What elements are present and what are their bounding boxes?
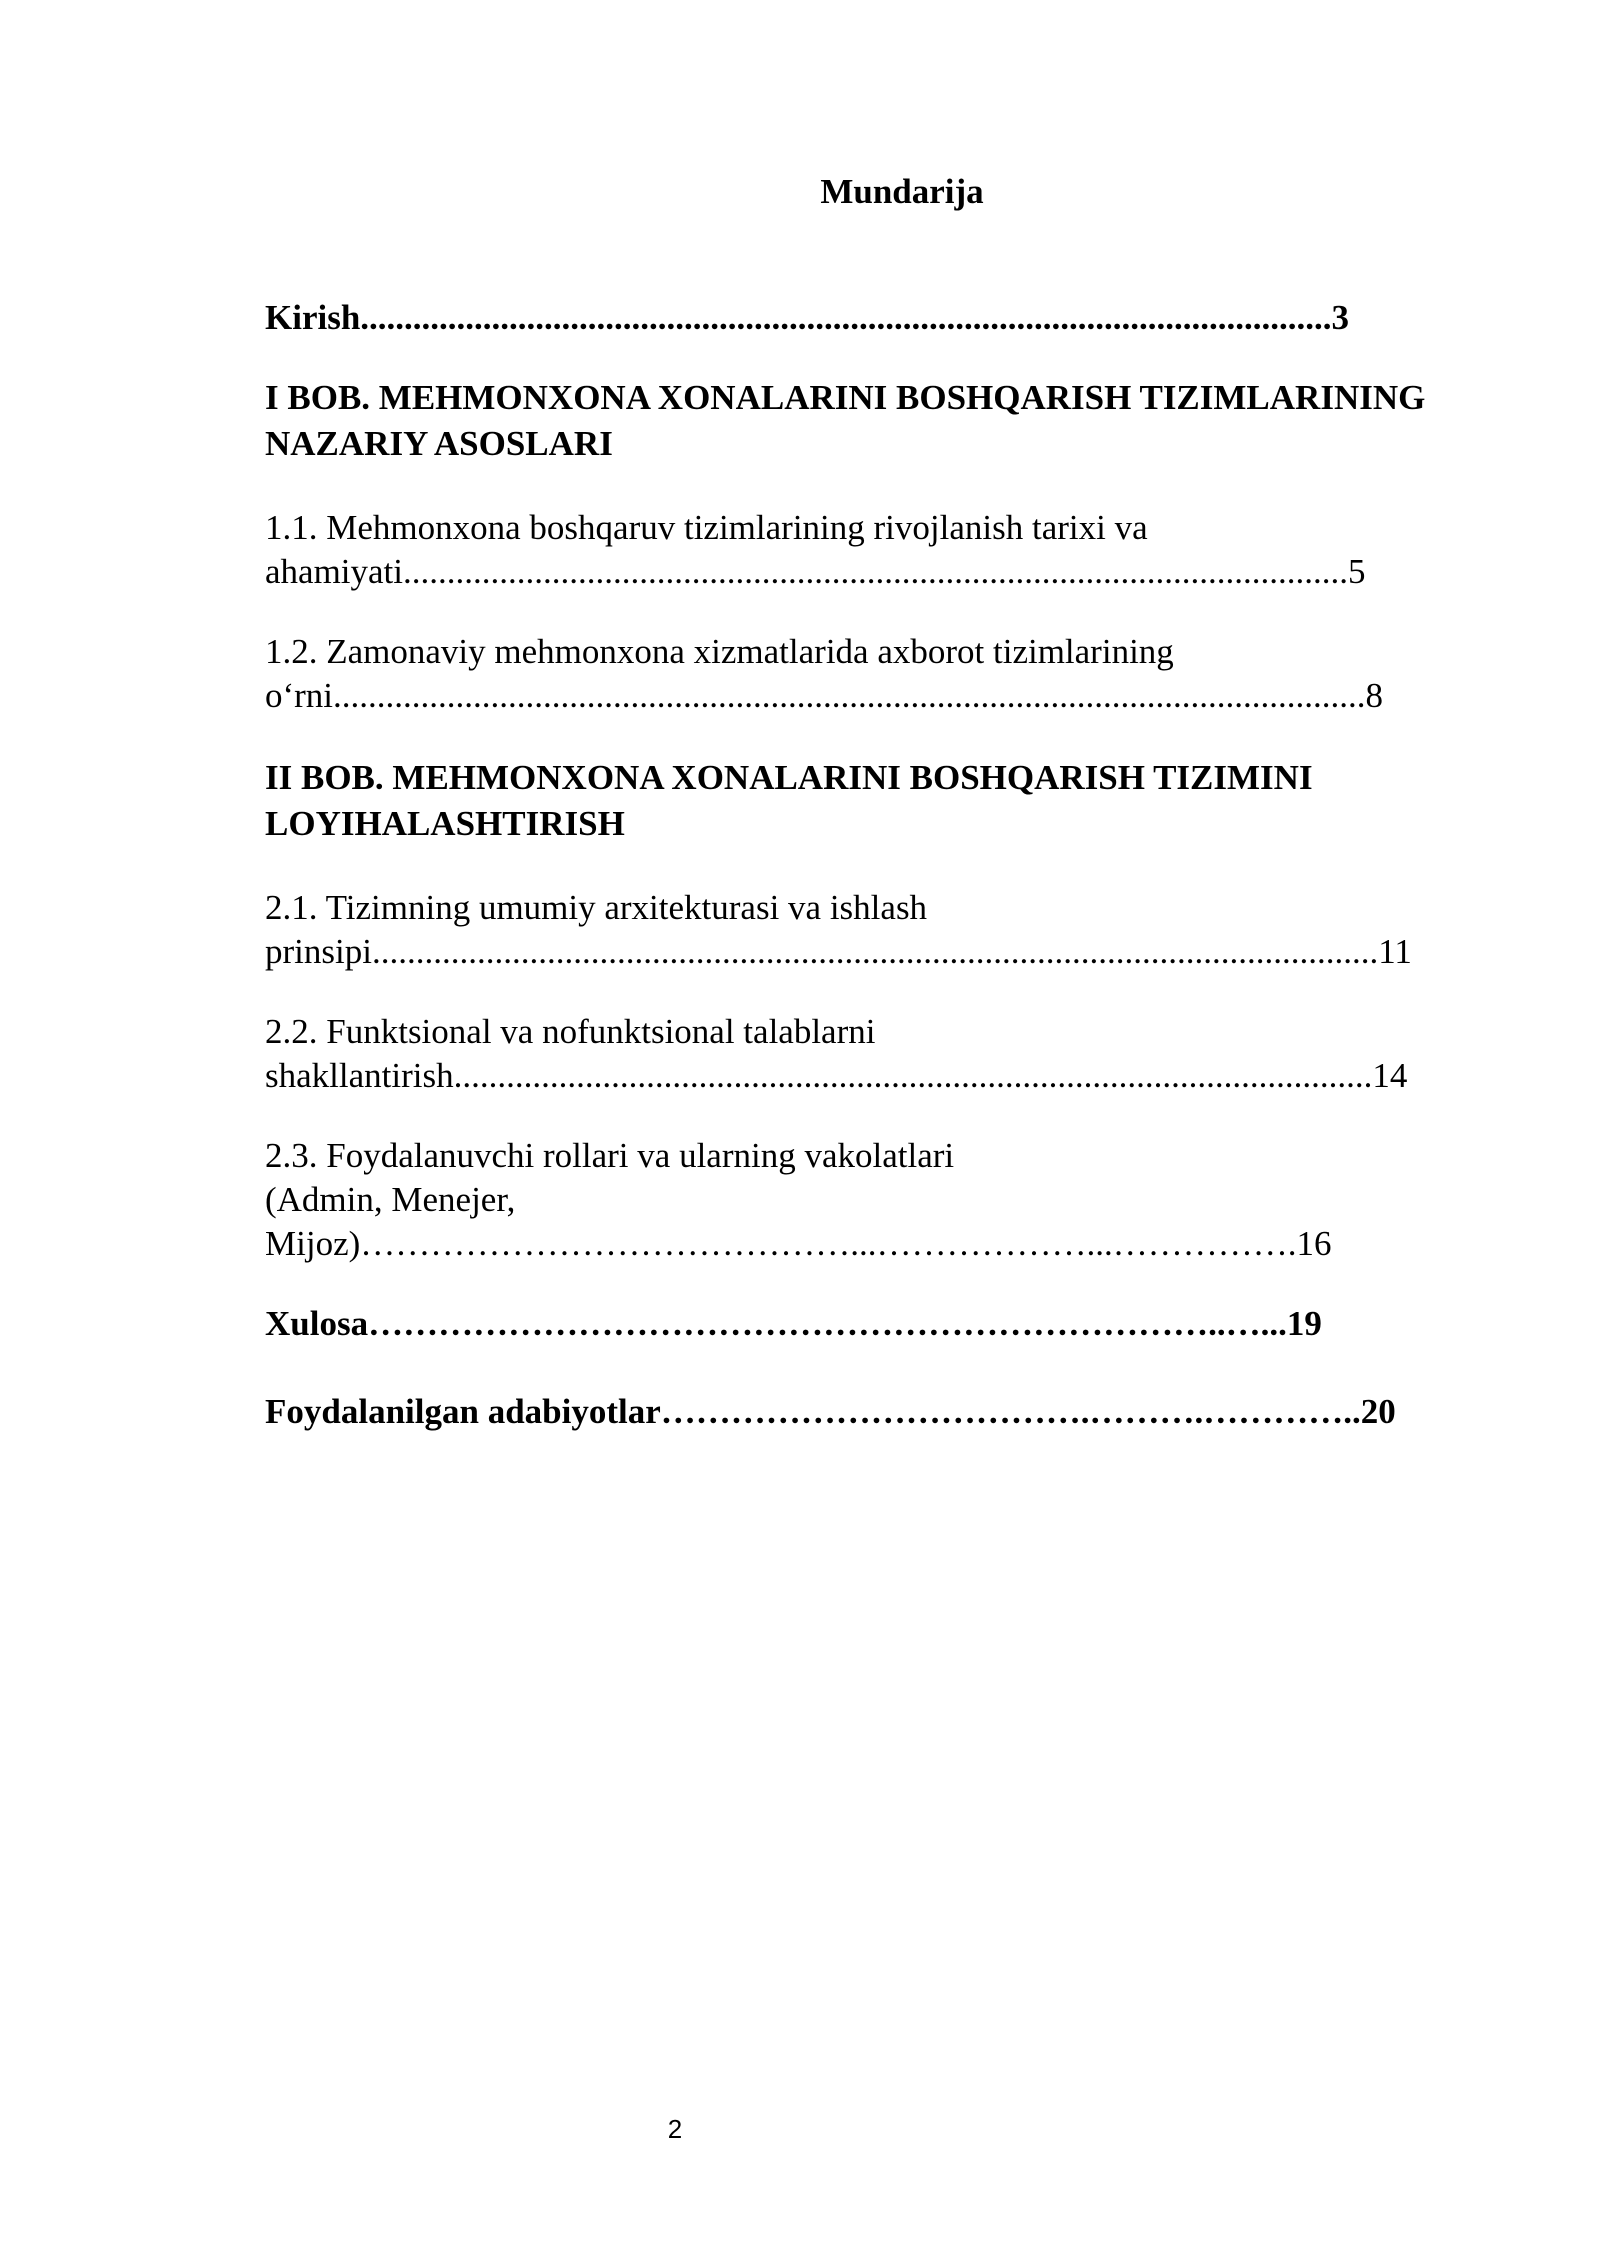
toc-chapter-2-text-1: II BOB. MEHMONXONA XONALARINI BOSHQARISH TIZIMINI (265, 758, 1313, 797)
page-title-text: Mundarija (820, 172, 984, 211)
toc-chapter-1-text-2: NAZARIY ASOSLARI (265, 424, 613, 463)
toc-section-1-2-text-2: o‘rni......................................................................................................................8 (265, 676, 1384, 715)
toc-chapter-2-text-2: LOYIHALASHTIRISH (265, 804, 625, 843)
toc-section-1-1-text-2: ahamiyati............................................................................................................5 (265, 552, 1366, 591)
toc-references-text: Foydalanilgan adabiyotlar……………………………….……….…………..20 (265, 1392, 1396, 1431)
toc-intro-text: Kirish...............................................................................................................3 (265, 298, 1350, 337)
toc-section-2-3-text-2: (Admin, Menejer, (265, 1180, 516, 1219)
toc-entry-references[interactable] (230, 1346, 1396, 1478)
toc-section-1-2-text-1: 1.2. Zamonaviy mehmonxona xizmatlarida axborot tizimlarining (265, 632, 1174, 671)
toc-section-2-3-text-1: 2.3. Foydalanuvchi rollari va ularning vakolatlari (265, 1136, 955, 1175)
toc-section-2-1-text-2: prinsipi...................................................................................................................11 (265, 932, 1412, 971)
toc-section-2-2-text-1: 2.2. Funktsional va nofunktsional talablarni (265, 1012, 876, 1051)
toc-section-2-2-text-2: shakllantirish.........................................................................................................14 (265, 1056, 1408, 1095)
toc-section-2-3-text-3: Mijoz)……………………………………...………………...…………….16 (265, 1224, 1332, 1263)
toc-conclusion-text: Xulosa………………………………………………………………..…...19 (265, 1304, 1322, 1343)
page-title (0, 168, 1600, 216)
toc-section-2-1-text-1: 2.1. Tizimning umumiy arxitekturasi va ishlash (265, 888, 928, 927)
page-number: 2 (667, 2114, 683, 2144)
toc-section-1-1-text-1: 1.1. Mehmonxona boshqaruv tizimlarining rivojlanish tarixi va (265, 508, 1148, 547)
toc-chapter-1-text-1: I BOB. MEHMONXONA XONALARINI BOSHQARISH TIZIMLARINING (265, 378, 1426, 417)
